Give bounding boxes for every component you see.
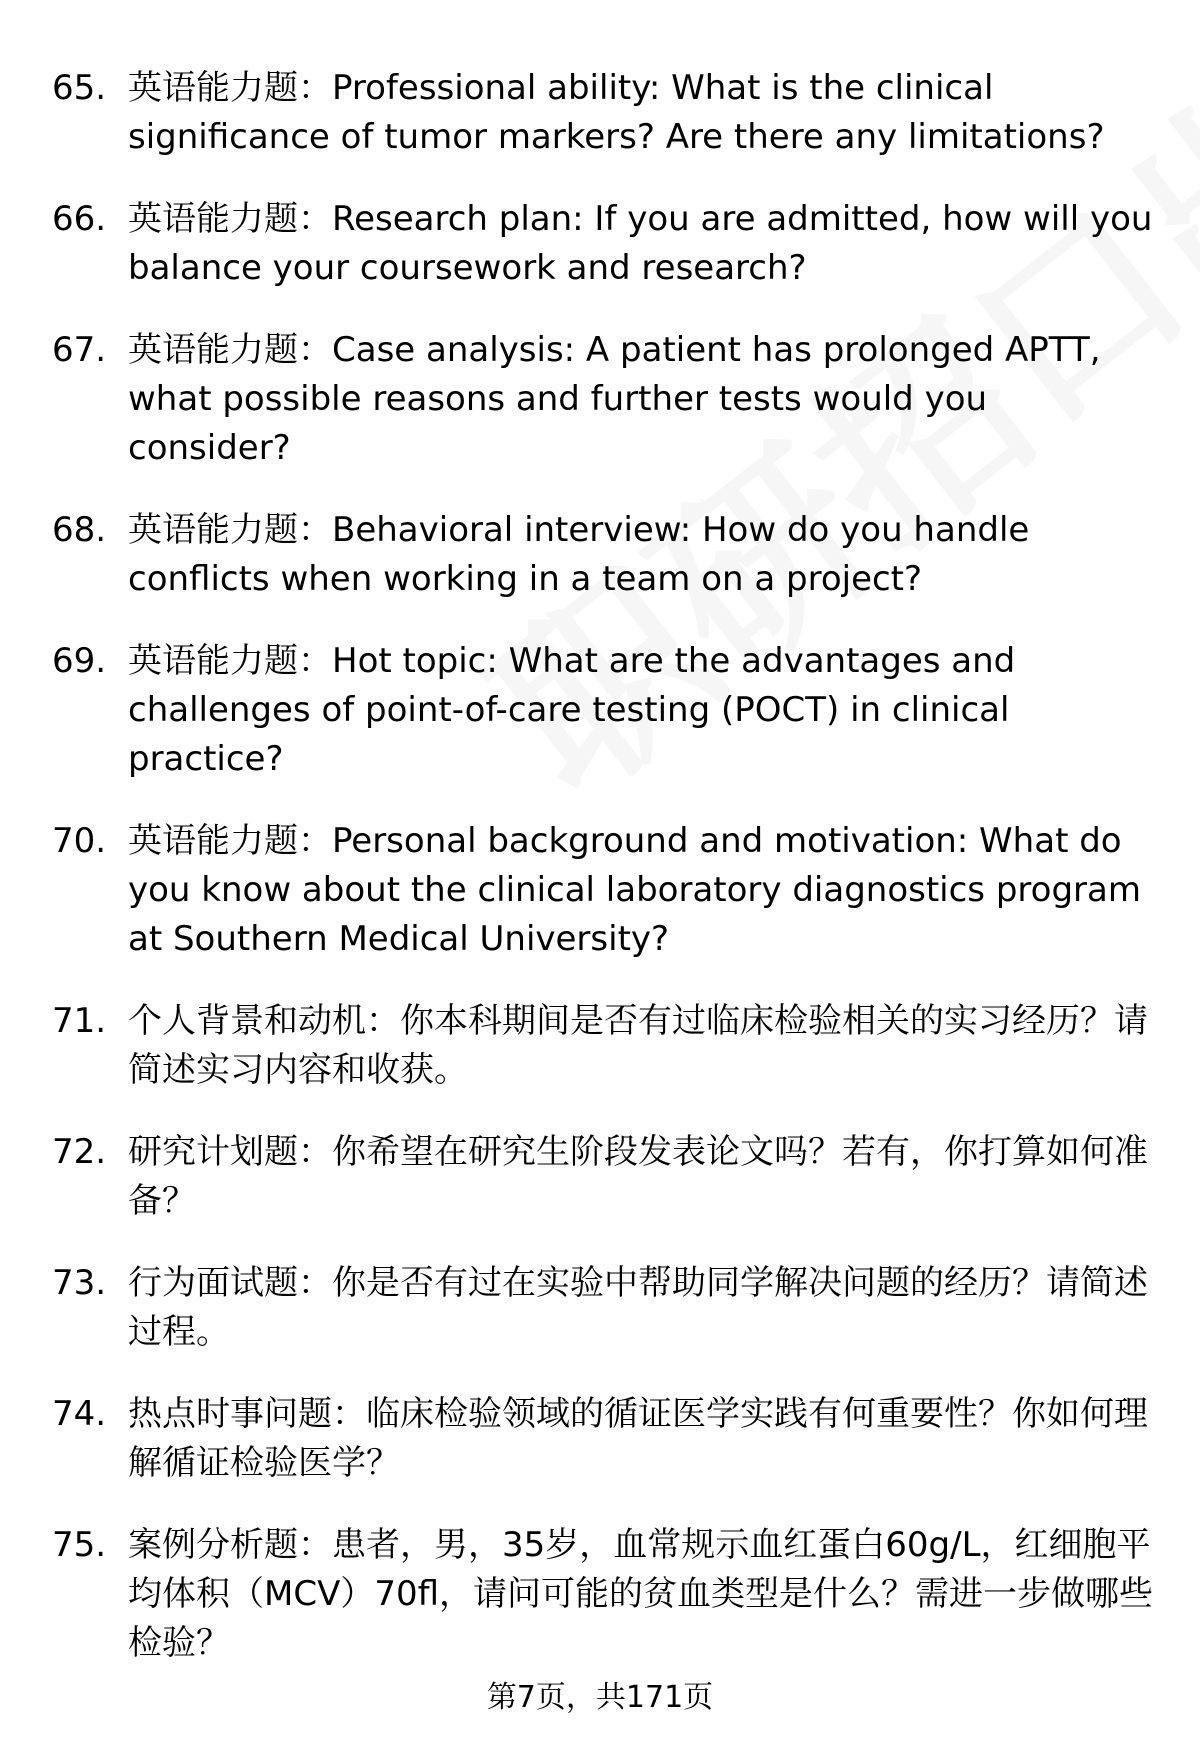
question-item [0, 1259, 1200, 1357]
question-text: 案例分析题：患者，男，35岁，血常规示血红蛋白60g/L，红细胞平均体积（MCV）70fl，请问可能的贫血类型是什么？需进一步做哪些检验？ [128, 1525, 1154, 1663]
question-number: 70. [52, 821, 107, 861]
question-item [0, 506, 1200, 604]
question-item [0, 997, 1200, 1095]
question-number: 74. [52, 1394, 107, 1434]
question-item [0, 64, 1200, 162]
question-text: 行为面试题：你是否有过在实验中帮助同学解决问题的经历？请简述过程。 [128, 1263, 1148, 1352]
question-text: 热点时事问题：临床检验领域的循证医学实践有何重要性？你如何理解循证检验医学？ [128, 1394, 1148, 1483]
question-number: 66. [52, 199, 107, 239]
question-item [0, 637, 1200, 784]
question-text: 英语能力题：Professional ability: What is the clinical significance of tumor markers? Are there any limitations? [128, 68, 1105, 157]
question-text: 英语能力题：Personal background and motivation: What do you know about the clinical laboratory diagnostics program at Southern Medical University? [128, 821, 1141, 959]
question-item [0, 817, 1200, 964]
question-list [0, 64, 1200, 1701]
question-text: 英语能力题：Hot topic: What are the advantages and challenges of point-of-care testing (POCT) in clinical practice? [128, 641, 1016, 779]
question-number: 72. [52, 1132, 107, 1172]
question-number: 71. [52, 1001, 107, 1041]
question-number: 73. [52, 1263, 107, 1303]
question-number: 67. [52, 330, 107, 370]
question-text: 英语能力题：Behavioral interview: How do you handle conflicts when working in a team on a project? [128, 510, 1030, 599]
question-item [0, 1390, 1200, 1488]
question-text: 研究计划题：你希望在研究生阶段发表论文吗？若有，你打算如何准备？ [128, 1132, 1148, 1221]
question-text: 个人背景和动机：你本科期间是否有过临床检验相关的实习经历？请简述实习内容和收获。 [128, 1001, 1148, 1090]
question-item [0, 326, 1200, 473]
question-item [0, 1128, 1200, 1226]
question-number: 68. [52, 510, 107, 550]
question-text: 英语能力题：Research plan: If you are admitted, how will you balance your coursework and research? [128, 199, 1153, 288]
question-item [0, 1521, 1200, 1668]
question-number: 69. [52, 641, 107, 681]
question-item [0, 195, 1200, 293]
question-text: 英语能力题：Case analysis: A patient has prolonged APTT, what possible reasons and further tests would you consider? [128, 330, 1101, 468]
question-number: 75. [52, 1525, 107, 1565]
question-number: 65. [52, 68, 107, 108]
page-footer: 第7页，共171页 [486, 1680, 714, 1715]
